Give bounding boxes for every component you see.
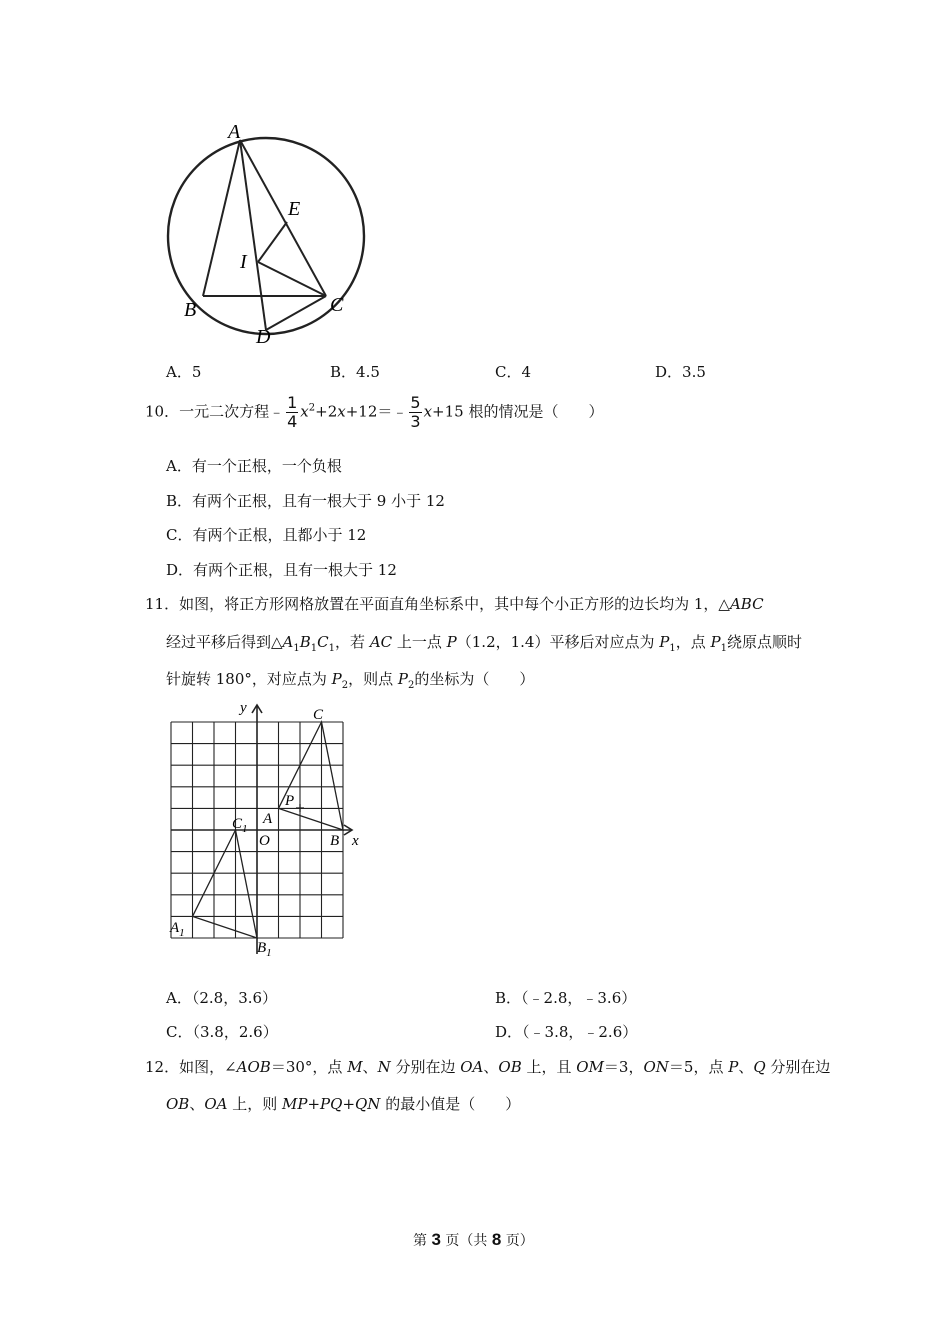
q10-option-b[interactable]: B．有两个正根，且有一根大于 9 小于 12 [166,492,445,510]
label-B: B [330,833,340,849]
label-B1: $B_1$ [257,940,272,959]
q10-option-d[interactable]: D．有两个正根，且有一根大于 12 [166,561,397,579]
label-A: A [228,121,241,143]
q10-stem: 10．一元二次方程﹣ $\frac{1}{4}$ $x^2+2x+12=﹣$ $\frac{5}{3}$ x+15 根的情况是（ ） [145,393,604,431]
label-E: E [288,198,301,220]
label-C1: $C_1$ [232,816,248,835]
q9-option-b[interactable]: B．4.5 [330,363,380,381]
label-C: C [313,707,324,723]
triangle-ABC [279,722,344,830]
q11-grid-figure [160,698,370,966]
q11-option-b[interactable]: B．（﹣2.8，﹣3.6） [495,989,637,1007]
label-P: P [285,793,295,809]
q10-fraction-2: $\frac{5}{3}$ [410,393,421,431]
q11-stem-line3: 针旋转 180°，对应点为 $P_2$，则点 $P_2$的坐标为（ ） [166,670,535,691]
label-I: I [240,251,247,273]
q11-stem-line2: 经过平移后得到$\triangle A_1B_1C_1$，若 AC 上一点 P（1.2，1.4）平移后对应点为 $P_1$，点 $P_1$绕原点顺时 [166,633,802,654]
q9-option-a[interactable]: A．5 [166,363,202,381]
label-B: B [184,299,197,321]
segment-AB [203,140,240,296]
segment-DC [266,296,326,330]
q9-option-c[interactable]: C．4 [495,363,532,381]
q11-option-a[interactable]: A．（2.8，3.6） [166,989,278,1007]
q10-fraction-1: $\frac{1}{4}$ [287,393,298,431]
segment-AC [240,140,326,296]
q10-option-c[interactable]: C．有两个正根，且都小于 12 [166,526,367,544]
q11-stem-line1: 11．如图，将正方形网格放置在平面直角坐标系中，其中每个小正方形的边长均为 1，△ABC [145,595,764,613]
segment-AD [240,140,266,330]
axis-label-y: y [240,700,247,716]
total-page-count: 8 [491,1230,502,1249]
q11-option-c[interactable]: C．（3.8，2.6） [166,1023,278,1041]
current-page-number: 3 [431,1230,441,1249]
q12-stem-line2: OB、OA 上，则 MP+PQ+QN 的最小值是（ ） [166,1095,521,1113]
segment-IE [258,222,287,262]
label-A: A [263,811,273,827]
origin-label: O [259,833,270,849]
q12-stem-line1: 12．如图，∠AOB＝30°，点 M、N 分别在边 OA、OB 上，且 OM＝3，ON＝5，点 P、Q 分别在边 [145,1058,831,1076]
q11-option-d[interactable]: D．（﹣3.8，﹣2.6） [495,1023,638,1041]
triangle-A1B1C1 [193,830,258,938]
label-A1: $A_1$ [170,920,185,939]
label-D: D [256,326,271,348]
axis-label-x: x [352,833,359,849]
label-C: C [330,294,344,316]
q9-circle-figure [160,118,370,350]
page-footer: 第 3 页（共 8 页） [413,1230,534,1249]
q9-option-d[interactable]: D．3.5 [655,363,706,381]
q10-option-a[interactable]: A．有一个正根，一个负根 [166,457,342,475]
